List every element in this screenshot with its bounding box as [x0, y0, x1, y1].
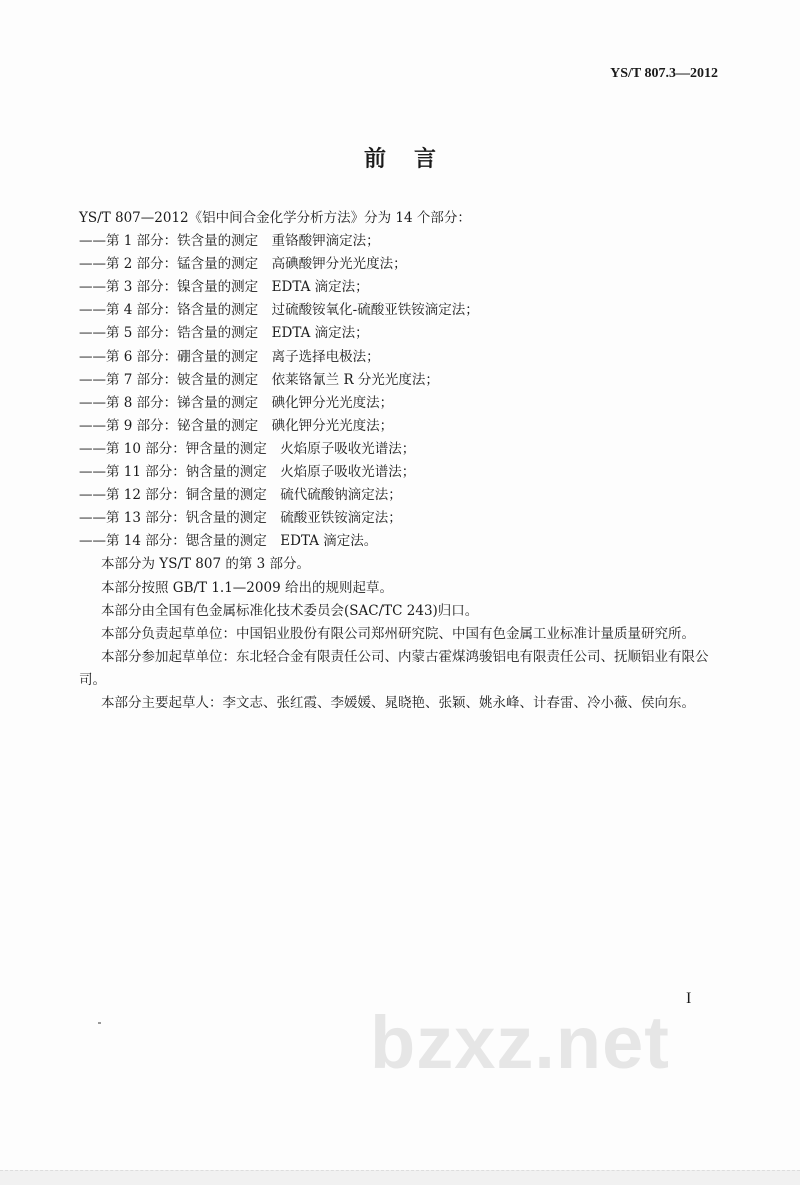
part-list-item [79, 322, 721, 345]
part-method: 离子选择电极法； [271, 348, 380, 365]
standard-number-header: YS/T 807.3—2012 [610, 66, 718, 81]
watermark: bzxz.net [370, 1001, 670, 1084]
part-list-item [79, 415, 721, 438]
part-label: ——第 7 部分：铍含量的测定 [79, 371, 259, 388]
part-method: 火焰原子吸收光谱法； [280, 440, 416, 457]
paragraph: 本部分参加起草单位：东北轻合金有限责任公司、内蒙古霍煤鸿骏铝电有限责任公司、抚顺铝业有限公司。 [79, 648, 709, 688]
part-method: 碘化钾分光光度法； [271, 394, 394, 411]
part-method: 碘化钾分光光度法； [271, 417, 394, 434]
part-method: 依莱铬氰兰 R 分光光度法； [271, 371, 439, 388]
part-method: EDTA 滴定法； [271, 325, 369, 342]
part-method: 硫代硫酸钠滴定法； [280, 487, 402, 504]
part-list-item [79, 484, 721, 507]
part-label: ——第 10 部分：钾含量的测定 [79, 440, 267, 457]
paragraph: 本部分主要起草人：李文志、张红霞、李媛媛、晁晓艳、张颖、姚永峰、计春雷、冷小薇、侯向东。 [101, 694, 695, 711]
part-list-item [79, 276, 721, 299]
part-label: ——第 2 部分：锰含量的测定 [79, 256, 259, 273]
part-list-item [79, 346, 721, 369]
document-body [79, 207, 721, 715]
part-method: 重铬酸钾滴定法； [271, 233, 380, 250]
part-method: 硫酸亚铁铵滴定法； [280, 510, 402, 527]
part-label: ——第 6 部分：硼含量的测定 [79, 348, 259, 365]
part-list-item [79, 507, 721, 530]
part-label: ——第 13 部分：钒含量的测定 [79, 510, 267, 527]
part-list-item [79, 299, 721, 322]
part-label: ——第 3 部分：镍含量的测定 [79, 279, 259, 296]
page-title: 前言 [363, 146, 464, 172]
part-label: ——第 12 部分：铜含量的测定 [79, 487, 267, 504]
part-list-item [79, 253, 721, 276]
part-label: ——第 4 部分：铬含量的测定 [79, 302, 259, 319]
paragraph: 本部分负责起草单位：中国铝业股份有限公司郑州研究院、中国有色金属工业标准计量质量研究所。 [101, 625, 695, 642]
part-list-item [79, 438, 721, 461]
part-list-item [79, 230, 721, 253]
paragraph: 本部分为 YS/T 807 的第 3 部分。 [101, 556, 311, 573]
part-list-item [79, 461, 721, 484]
part-method: EDTA 滴定法； [271, 279, 369, 296]
part-label: ——第 8 部分：锑含量的测定 [79, 394, 259, 411]
part-list-item [79, 369, 721, 392]
part-label: ——第 5 部分：锆含量的测定 [79, 325, 259, 342]
part-label: ——第 14 部分：锶含量的测定 [79, 533, 267, 550]
paragraph: 本部分由全国有色金属标准化技术委员会(SAC/TC 243)归口。 [101, 602, 479, 619]
parts-list [79, 230, 721, 553]
paragraph: 本部分按照 GB/T 1.1—2009 给出的规则起草。 [101, 579, 393, 596]
speck [98, 1022, 101, 1024]
part-method: 火焰原子吸收光谱法； [280, 464, 416, 481]
part-label: ——第 9 部分：铋含量的测定 [79, 417, 259, 434]
intro-line: YS/T 807—2012《铝中间合金化学分析方法》分为 14 个部分： [79, 210, 471, 226]
part-list-item [79, 392, 721, 415]
page-bottom-edge [0, 1170, 800, 1185]
part-label: ——第 1 部分：铁含量的测定 [79, 233, 259, 250]
part-method: EDTA 滴定法。 [280, 533, 378, 550]
part-method: 高碘酸钾分光光度法； [271, 256, 407, 273]
part-method: 过硫酸铵氧化-硫酸亚铁铵滴定法； [271, 302, 479, 319]
part-label: ——第 11 部分：钠含量的测定 [79, 464, 267, 481]
part-list-item [79, 530, 721, 553]
paragraphs [79, 553, 721, 715]
page-number: I [686, 990, 692, 1007]
